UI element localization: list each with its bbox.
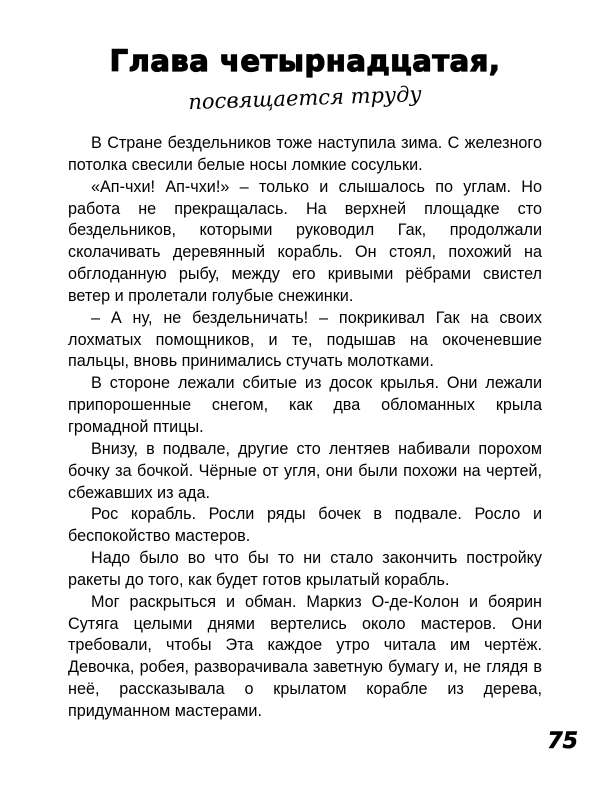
paragraph: В стороне лежали сбитые из досок крылья. Они лежали припорошенные снегом, как два обломанных крыла громадной птицы. xyxy=(68,374,542,436)
paragraph: В Стране бездельников тоже наступила зима. С железного потолка свесили белые носы ломкие сосульки. xyxy=(68,134,542,174)
paragraph: Рос корабль. Росли ряды бочек в подвале. Росло и беспокойство мастеров. xyxy=(68,505,542,546)
chapter-title: Глава четырнадцатая, xyxy=(109,44,501,78)
paragraph: Надо было во что бы то ни стало закончить постройку ракеты до того, как будет готов крылатый корабль. xyxy=(68,549,542,589)
paragraph: «Ап-чхи! Ап-чхи!» – только и слышалось по углам. Но работа не прекращалась. На верхней площадке сто бездельников, которыми руководил Гак, продолжали сколачивать деревянный корабль. Он стоял, похожий на обглоданную рыбу, между его кривыми рёбрами свистел ветер и пролетали голубые снежинки. xyxy=(68,177,542,305)
paragraph: Мог раскрыться и обман. Маркиз О-де-Колон и боярин Сутяга целыми днями вертелись около мастеров. Они требовали, чтобы Эта каждое утро читала им чертёж. Девочка, робея, разворачивала заветную бумагу и, не глядя в неё, рассказывала о крылатом корабле из дерева, придуманном мастерами. xyxy=(68,592,542,720)
page-number: 75 xyxy=(547,729,578,754)
paragraph: Внизу, в подвале, другие сто лентяев набивали порохом бочку за бочкой. Чёрные от угля, они были похожи на чертей, сбежавших из ада. xyxy=(68,439,542,502)
chapter-subtitle: посвящается труду xyxy=(187,81,423,115)
chapter-body xyxy=(68,133,542,723)
paragraph: – А ну, не бездельничать! – покрикивал Гак на своих лохматых помощников, и те, подышав на окоченевшие пальцы, вновь принимались стучать молотками. xyxy=(68,308,542,371)
